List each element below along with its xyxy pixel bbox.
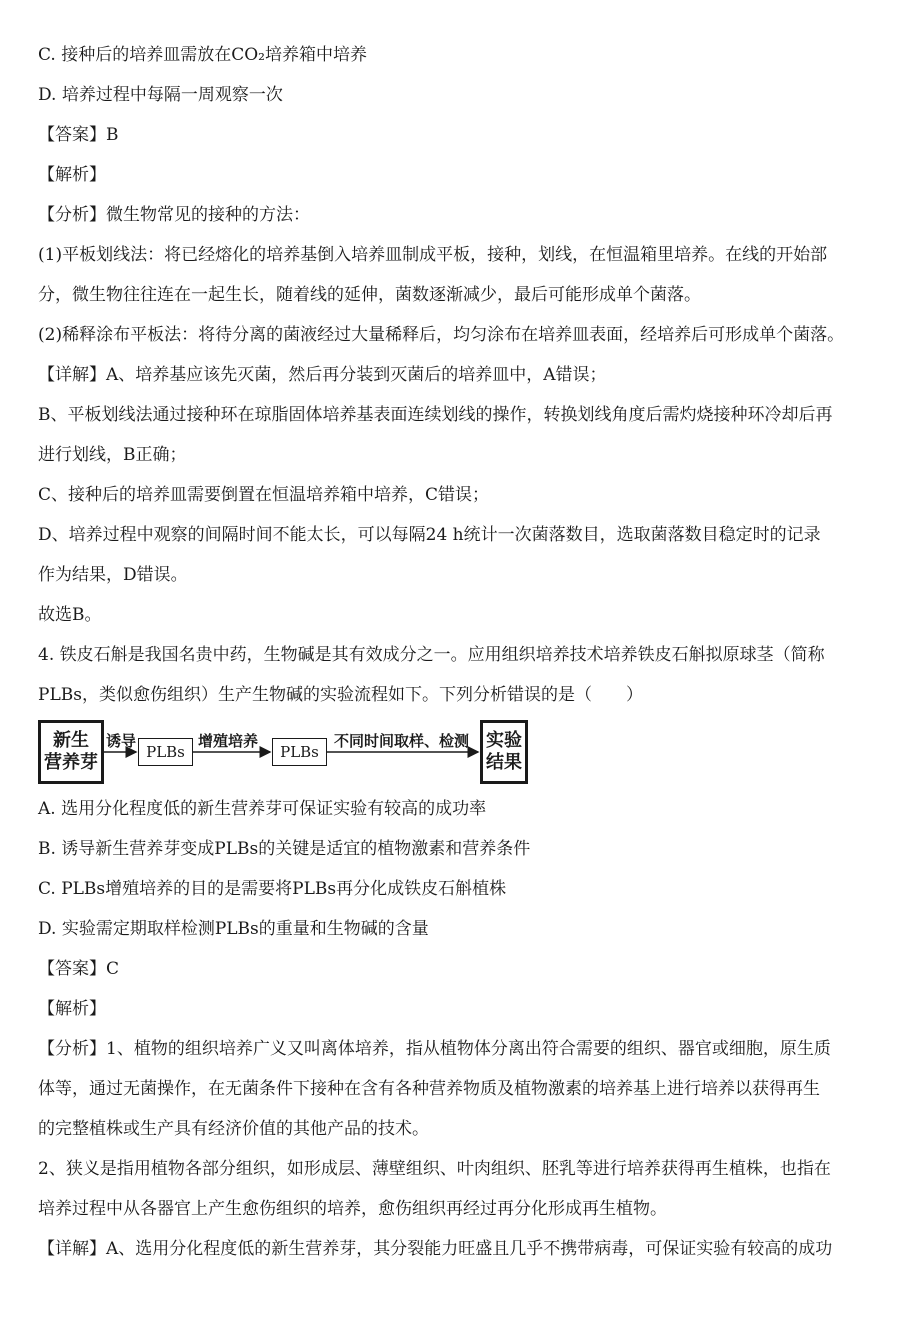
detail-3-c: C、接种后的培养皿需要倒置在恒温培养箱中培养，C错误； [38,485,490,505]
analysis-heading-3: 【解析】 [38,165,106,185]
question-4-line2: PLBs，类似愈伤组织）生产生物碱的实验流程如下。下列分析错误的是（ ） [38,685,643,705]
analysis-3-p1a: (1)平板划线法：将已经熔化的培养基倒入培养皿制成平板，接种，划线，在恒温箱里培养。在线的开始部 [38,245,828,265]
analysis-4-p1b: 体等，通过无菌操作，在无菌条件下接种在含有各种营养物质及植物激素的培养基上进行培养以获得再生 [38,1079,820,1099]
analysis-heading-4: 【解析】 [38,999,106,1019]
analysis-4-p2a: 2、狭义是指用植物各部分组织，如形成层、薄壁组织、叶肉组织、胚乳等进行培养获得再生植株，也指在 [38,1159,831,1179]
label-sample-detect: 不同时间取样、检测 [334,732,470,750]
detail-3-b1: B、平板划线法通过接种环在琼脂固体培养基表面连续划线的操作，转换划线角度后需灼烧接种环冷却后再 [38,405,833,425]
analysis-4-p2b: 培养过程中从各器官上产生愈伤组织的培养，愈伤组织再经过再分化形成再生植物。 [38,1199,667,1219]
analysis-4-p1c: 的完整植株或生产具有经济价值的其他产品的技术。 [38,1119,429,1139]
node-result-line1: 实验 [486,730,522,751]
label-proliferate: 增殖培养 [198,732,259,750]
node-new-bud-line2: 营养芽 [44,752,98,773]
node-result-line2: 结果 [486,752,522,773]
option-4-c: C. PLBs增殖培养的目的是需要将PLBs再分化成铁皮石斛植株 [38,879,507,899]
option-c-prev: C. 接种后的培养皿需放在CO₂培养箱中培养 [38,45,367,65]
question-4-line1: 4. 铁皮石斛是我国名贵中药，生物碱是其有效成分之一。应用组织培养技术培养铁皮石斛拟原球茎（简称 [38,645,825,665]
node-new-bud [38,720,104,784]
experiment-flowchart [38,718,522,788]
option-4-a: A. 选用分化程度低的新生营养芽可保证实验有较高的成功率 [38,799,487,819]
option-4-d: D. 实验需定期取样检测PLBs的重量和生物碱的含量 [38,919,429,939]
analysis-3: 【分析】微生物常见的接种的方法： [38,205,310,225]
detail-3-a: 【详解】A、培养基应该先灭菌，然后再分装到灭菌后的培养皿中，A错误； [38,365,607,385]
node-plbs-1: PLBs [138,738,193,766]
detail-3-b2: 进行划线，B正确； [38,445,187,465]
node-plbs-2: PLBs [272,738,327,766]
option-d-prev: D. 培养过程中每隔一周观察一次 [38,85,283,105]
detail-3-d2: 作为结果，D错误。 [38,565,188,585]
node-result [480,720,528,784]
answer-3: 【答案】B [38,125,119,145]
node-new-bud-line1: 新生 [53,730,89,751]
analysis-3-p2: (2)稀释涂布平板法：将待分离的菌液经过大量稀释后，均匀涂布在培养皿表面，经培养后可形成单个菌落。 [38,325,845,345]
answer-4: 【答案】C [38,959,120,979]
label-induce: 诱导 [106,732,137,750]
analysis-4-p1a: 【分析】1、植物的组织培养广义又叫离体培养，指从植物体分离出符合需要的组织、器官或细胞，原生质 [38,1039,831,1059]
detail-4-a: 【详解】A、选用分化程度低的新生营养芽，其分裂能力旺盛且几乎不携带病毒，可保证实验有较高的成功 [38,1239,833,1259]
option-4-b: B. 诱导新生营养芽变成PLBs的关键是适宜的植物激素和营养条件 [38,839,531,859]
analysis-3-p1b: 分，微生物往往连在一起生长，随着线的延伸，菌数逐渐减少，最后可能形成单个菌落。 [38,285,701,305]
detail-3-d1: D、培养过程中观察的间隔时间不能太长，可以每隔24 h统计一次菌落数目，选取菌落数目稳定时的记录 [38,525,821,545]
conclusion-3: 故选B。 [38,605,102,625]
